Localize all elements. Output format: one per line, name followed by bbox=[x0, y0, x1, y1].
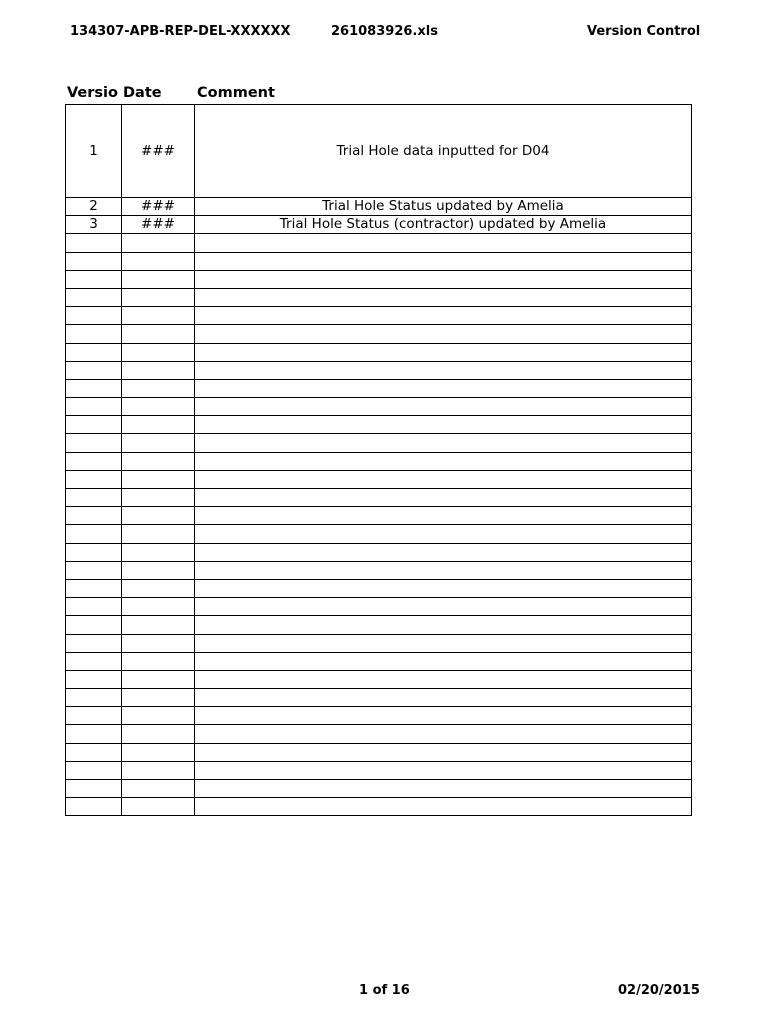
comment-cell bbox=[195, 434, 692, 452]
table-row bbox=[66, 579, 692, 597]
date-cell bbox=[122, 543, 195, 561]
date-cell bbox=[122, 525, 195, 543]
comment-cell bbox=[195, 707, 692, 725]
comment-cell bbox=[195, 379, 692, 397]
comment-cell bbox=[195, 343, 692, 361]
version-cell bbox=[66, 761, 122, 779]
comment-cell bbox=[195, 634, 692, 652]
comment-cell bbox=[195, 616, 692, 634]
version-cell bbox=[66, 270, 122, 288]
date-cell bbox=[122, 361, 195, 379]
comment-cell bbox=[195, 234, 692, 252]
table-row bbox=[66, 670, 692, 688]
date-cell bbox=[122, 398, 195, 416]
version-cell bbox=[66, 343, 122, 361]
date-cell bbox=[122, 598, 195, 616]
comment-cell bbox=[195, 288, 692, 306]
date-cell bbox=[122, 325, 195, 343]
comment-cell bbox=[195, 761, 692, 779]
date-cell bbox=[122, 379, 195, 397]
version-cell bbox=[66, 543, 122, 561]
date-cell bbox=[122, 761, 195, 779]
version-cell bbox=[66, 234, 122, 252]
table-row bbox=[66, 652, 692, 670]
version-cell bbox=[66, 670, 122, 688]
comment-cell bbox=[195, 452, 692, 470]
comment-cell bbox=[195, 307, 692, 325]
version-cell: 3 bbox=[66, 216, 122, 234]
table-row bbox=[66, 416, 692, 434]
comment-cell bbox=[195, 470, 692, 488]
file-name: 261083926.xls bbox=[331, 24, 438, 39]
version-cell bbox=[66, 361, 122, 379]
version-cell bbox=[66, 288, 122, 306]
version-cell bbox=[66, 689, 122, 707]
version-cell bbox=[66, 307, 122, 325]
comment-cell bbox=[195, 325, 692, 343]
comment-cell bbox=[195, 398, 692, 416]
date-cell: ### bbox=[122, 105, 195, 198]
table-row bbox=[66, 343, 692, 361]
comment-cell bbox=[195, 670, 692, 688]
date-cell bbox=[122, 452, 195, 470]
comment-cell bbox=[195, 361, 692, 379]
date-cell bbox=[122, 270, 195, 288]
comment-cell bbox=[195, 689, 692, 707]
comment-cell bbox=[195, 561, 692, 579]
table-row bbox=[66, 234, 692, 252]
table-row bbox=[66, 525, 692, 543]
date-cell bbox=[122, 288, 195, 306]
comment-cell bbox=[195, 252, 692, 270]
date-cell bbox=[122, 707, 195, 725]
table-row bbox=[66, 361, 692, 379]
version-cell bbox=[66, 489, 122, 507]
table-row bbox=[66, 198, 692, 216]
table-row bbox=[66, 307, 692, 325]
print-date: 02/20/2015 bbox=[618, 983, 700, 998]
version-cell bbox=[66, 252, 122, 270]
date-cell bbox=[122, 616, 195, 634]
table-row bbox=[66, 689, 692, 707]
version-cell bbox=[66, 598, 122, 616]
date-cell bbox=[122, 507, 195, 525]
table-row bbox=[66, 288, 692, 306]
version-cell bbox=[66, 725, 122, 743]
document-id: 134307-APB-REP-DEL-XXXXXX bbox=[70, 24, 291, 39]
date-cell bbox=[122, 725, 195, 743]
version-cell bbox=[66, 634, 122, 652]
date-cell bbox=[122, 470, 195, 488]
version-cell bbox=[66, 452, 122, 470]
version-cell: 2 bbox=[66, 198, 122, 216]
comment-cell bbox=[195, 652, 692, 670]
version-cell bbox=[66, 798, 122, 816]
table-row bbox=[66, 798, 692, 816]
comment-cell bbox=[195, 416, 692, 434]
comment-cell bbox=[195, 725, 692, 743]
date-cell bbox=[122, 561, 195, 579]
version-cell bbox=[66, 416, 122, 434]
date-cell bbox=[122, 307, 195, 325]
date-cell: ### bbox=[122, 198, 195, 216]
version-cell bbox=[66, 561, 122, 579]
table-row bbox=[66, 434, 692, 452]
table-row bbox=[66, 761, 692, 779]
page-number: 1 of 16 bbox=[359, 983, 410, 998]
date-cell bbox=[122, 434, 195, 452]
date-cell bbox=[122, 689, 195, 707]
table-row bbox=[66, 616, 692, 634]
comment-cell bbox=[195, 270, 692, 288]
version-cell bbox=[66, 579, 122, 597]
comment-cell bbox=[195, 598, 692, 616]
table-row bbox=[66, 398, 692, 416]
comment-cell bbox=[195, 507, 692, 525]
column-header-date: Date bbox=[123, 85, 162, 101]
version-cell bbox=[66, 525, 122, 543]
comment-cell bbox=[195, 543, 692, 561]
date-cell: ### bbox=[122, 216, 195, 234]
table-row bbox=[66, 507, 692, 525]
version-cell bbox=[66, 780, 122, 798]
table-row bbox=[66, 216, 692, 234]
date-cell bbox=[122, 743, 195, 761]
date-cell bbox=[122, 652, 195, 670]
table-row bbox=[66, 489, 692, 507]
table-row bbox=[66, 270, 692, 288]
table-row bbox=[66, 634, 692, 652]
sheet-name: Version Control bbox=[587, 24, 701, 39]
table-row bbox=[66, 105, 692, 198]
version-cell bbox=[66, 507, 122, 525]
date-cell bbox=[122, 670, 195, 688]
table-row bbox=[66, 780, 692, 798]
table-row bbox=[66, 379, 692, 397]
version-cell bbox=[66, 652, 122, 670]
version-control-table-body bbox=[66, 105, 692, 816]
date-cell bbox=[122, 416, 195, 434]
comment-cell bbox=[195, 798, 692, 816]
version-cell bbox=[66, 707, 122, 725]
comment-cell: Trial Hole Status (contractor) updated by Amelia bbox=[195, 216, 692, 234]
table-row bbox=[66, 598, 692, 616]
table-row bbox=[66, 743, 692, 761]
table-row bbox=[66, 707, 692, 725]
version-cell: 1 bbox=[66, 105, 122, 198]
version-cell bbox=[66, 743, 122, 761]
comment-cell bbox=[195, 743, 692, 761]
column-header-comment: Comment bbox=[197, 85, 275, 101]
version-cell bbox=[66, 434, 122, 452]
table-row bbox=[66, 543, 692, 561]
date-cell bbox=[122, 798, 195, 816]
table-row bbox=[66, 452, 692, 470]
date-cell bbox=[122, 343, 195, 361]
date-cell bbox=[122, 234, 195, 252]
table-row bbox=[66, 252, 692, 270]
comment-cell: Trial Hole data inputted for D04 bbox=[195, 105, 692, 198]
version-cell bbox=[66, 616, 122, 634]
version-control-table bbox=[65, 104, 692, 816]
table-row bbox=[66, 470, 692, 488]
table-row bbox=[66, 325, 692, 343]
version-cell bbox=[66, 379, 122, 397]
version-cell bbox=[66, 325, 122, 343]
date-cell bbox=[122, 489, 195, 507]
comment-cell bbox=[195, 489, 692, 507]
comment-cell bbox=[195, 579, 692, 597]
date-cell bbox=[122, 780, 195, 798]
date-cell bbox=[122, 634, 195, 652]
table-row bbox=[66, 725, 692, 743]
comment-cell bbox=[195, 780, 692, 798]
comment-cell: Trial Hole Status updated by Amelia bbox=[195, 198, 692, 216]
version-cell bbox=[66, 398, 122, 416]
version-cell bbox=[66, 470, 122, 488]
comment-cell bbox=[195, 525, 692, 543]
date-cell bbox=[122, 579, 195, 597]
column-header-version: Versio bbox=[67, 85, 118, 101]
date-cell bbox=[122, 252, 195, 270]
table-row bbox=[66, 561, 692, 579]
